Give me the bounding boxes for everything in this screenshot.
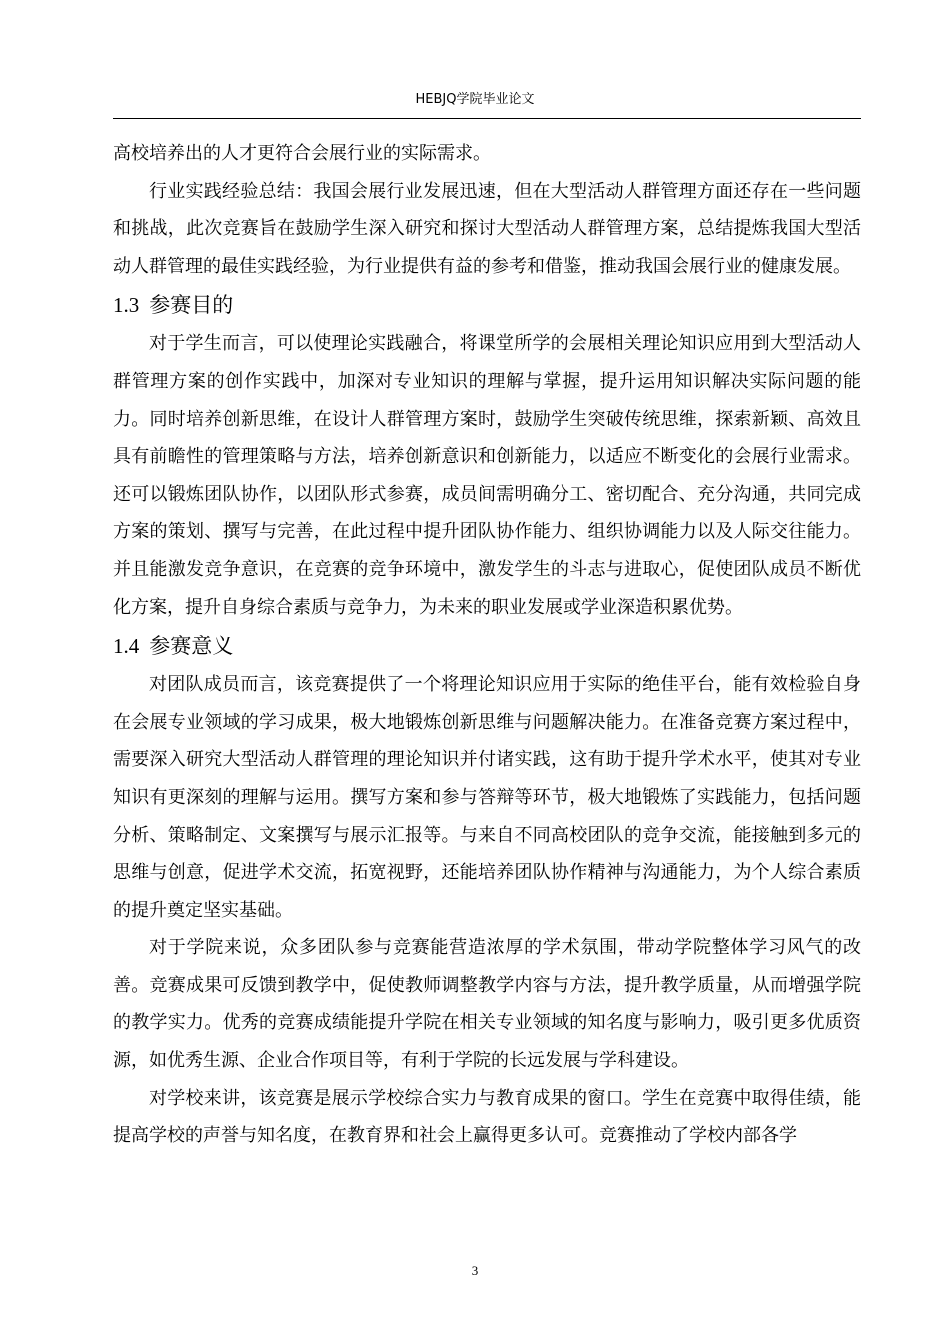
section-heading-1-3 — [113, 285, 861, 325]
page-body — [113, 135, 861, 1155]
section-title: 参赛目的 — [149, 293, 234, 318]
section-number: 1.3 — [113, 293, 140, 318]
section-number: 1.4 — [113, 634, 140, 659]
section-title: 参赛意义 — [149, 634, 234, 659]
paragraph: 行业实践经验总结：我国会展行业发展迅速，但在大型活动人群管理方面还存在一些问题和挑战，此次竞赛旨在鼓励学生深入研究和探讨大型活动人群管理方案，总结提炼我国大型活动人群管理的最佳实践经验，为行业提供有益的参考和借鉴，推动我国会展行业的健康发展。 — [113, 180, 861, 277]
paragraph: 对学校来讲，该竞赛是展示学校综合实力与教育成果的窗口。学生在竞赛中取得佳绩，能提高学校的声誉与知名度，在教育界和社会上赢得更多认可。竞赛推动了学校内部各学 — [113, 1087, 861, 1147]
page-header: HEBJQ学院毕业论文 — [415, 92, 535, 107]
paragraph: 对团队成员而言，该竞赛提供了一个将理论知识应用于实际的绝佳平台，能有效检验自身在会展专业领域的学习成果，极大地锻炼创新思维与问题解决能力。在准备竞赛方案过程中，需要深入研究大型活动人群管理的理论知识并付诸实践，这有助于提升学术水平，使其对专业知识有更深刻的理解与运用。撰写方案和参与答辩等环节，极大地锻炼了实践能力，包括问题分析、策略制定、文案撰写与展示汇报等。与来自不同高校团队的竞争交流，能接触到多元的思维与创意，促进学术交流，拓宽视野，还能培养团队协作精神与沟通能力，为个人综合素质的提升奠定坚实基础。 — [113, 674, 861, 921]
paragraph: 对于学生而言，可以使理论实践融合，将课堂所学的会展相关理论知识应用到大型活动人群管理方案的创作实践中，加深对专业知识的理解与掌握，提升运用知识解决实际问题的能力。同时培养创新思维，在设计人群管理方案时，鼓励学生突破传统思维，探索新颖、高效且具有前瞻性的管理策略与方法，培养创新意识和创新能力，以适应不断变化的会展行业需求。还可以锻炼团队协作，以团队形式参赛，成员间需明确分工、密切配合、充分沟通，共同完成方案的策划、撰写与完善，在此过程中提升团队协作能力、组织协调能力以及人际交往能力。并且能激发竞争意识，在竞赛的竞争环境中，激发学生的斗志与进取心，促使团队成员不断优化方案，提升自身综合素质与竞争力，为未来的职业发展或学业深造积累优势。 — [113, 333, 861, 618]
paragraph: 对于学院来说，众多团队参与竞赛能营造浓厚的学术氛围，带动学院整体学习风气的改善。竞赛成果可反馈到教学中，促使教师调整教学内容与方法，提升教学质量，从而增强学院的教学实力。优秀的竞赛成绩能提升学院在相关专业领域的知名度与影响力，吸引更多优质资源，如优秀生源、企业合作项目等，有利于学院的长远发展与学科建设。 — [113, 937, 861, 1072]
header-divider — [113, 118, 861, 119]
paragraph: 高校培养出的人才更符合会展行业的实际需求。 — [113, 143, 491, 164]
page-number: 3 — [471, 1263, 479, 1278]
section-heading-1-4 — [113, 626, 861, 666]
